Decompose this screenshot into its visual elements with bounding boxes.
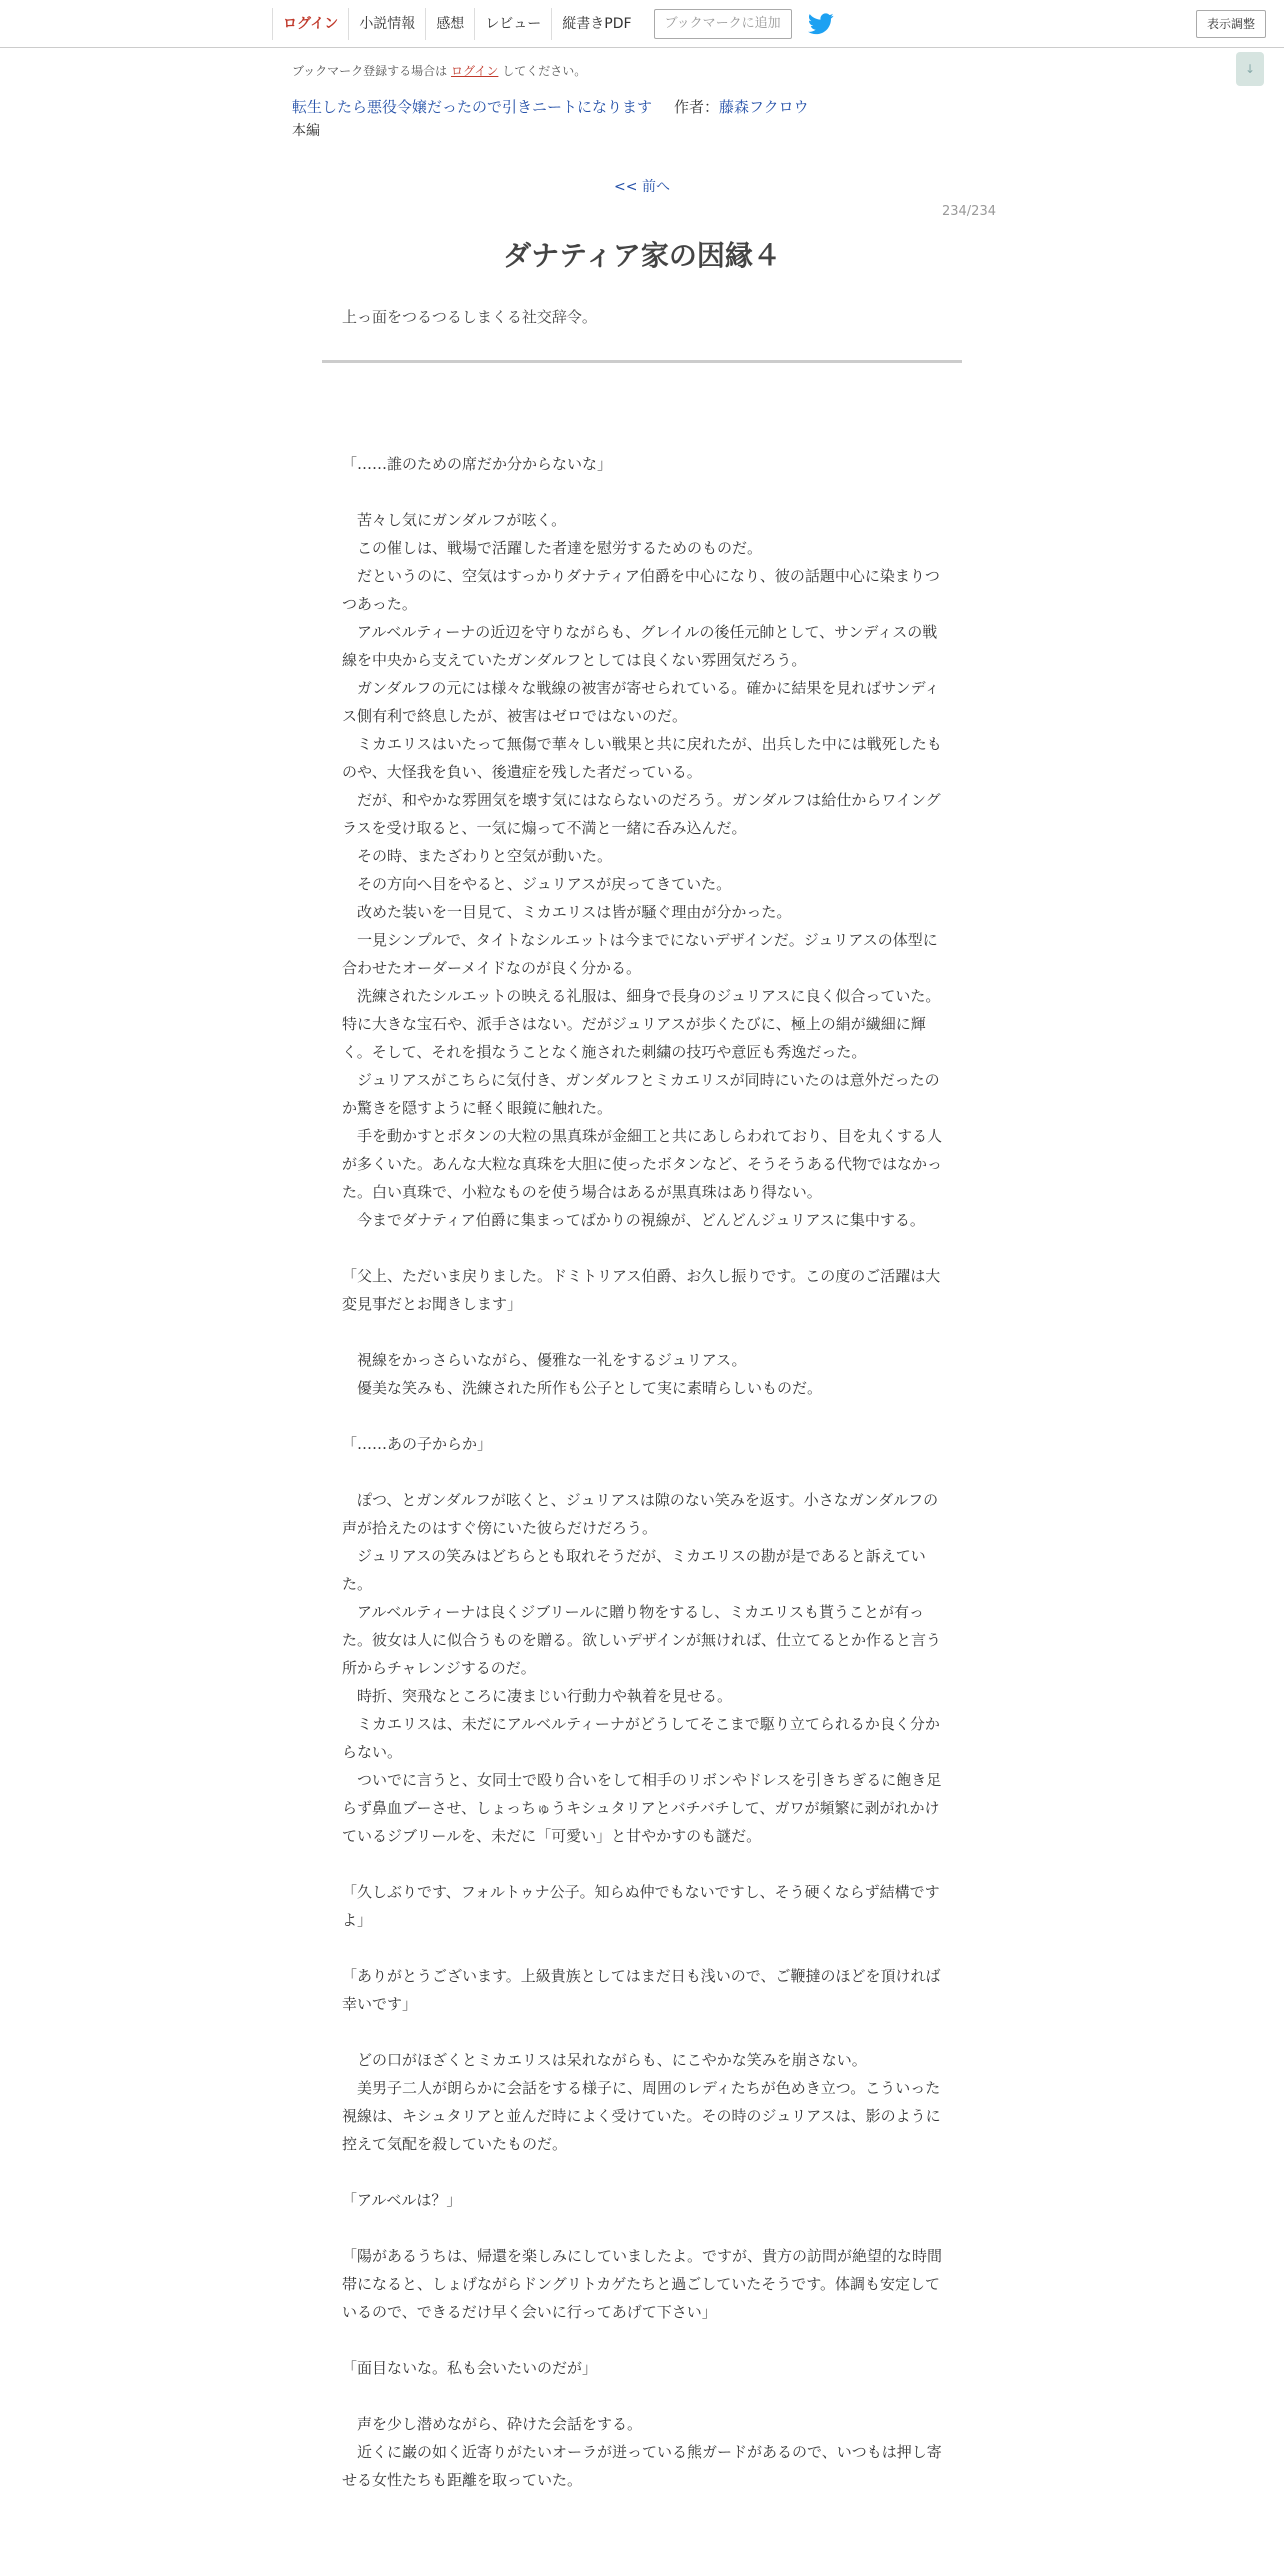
episode-preface: 上っ面をつるつるしまくる社交辞令。	[342, 308, 597, 326]
body-paragraph: その方向へ目をやると、ジュリアスが戻ってきていた。	[342, 875, 732, 893]
body-paragraph	[342, 1850, 942, 1878]
body-paragraph: ミカエリスは、未だにアルベルティーナがどうしてそこまで駆り立てられるか良く分からない。	[342, 1715, 940, 1761]
body-paragraph: ジュリアスの笑みはどちらとも取れそうだが、ミカエリスの勘が是であると訴えていた。	[342, 1547, 926, 1593]
preface-divider	[322, 360, 962, 363]
body-paragraph	[342, 2214, 942, 2242]
notice-after: してください。	[498, 64, 587, 78]
notice-login-link[interactable]: ログイン	[450, 64, 499, 78]
body-paragraph: ジュリアスがこちらに気付き、ガンダルフとミカエリスが同時にいたのは意外だったのか驚きを隠すように軽く眼鏡に触れた。	[342, 1071, 940, 1117]
page-count: 234/234	[941, 204, 996, 219]
nav-impressions[interactable]: 感想	[425, 8, 474, 40]
body-paragraph: 「アルベルは？」	[342, 2191, 462, 2209]
body-paragraph: この催しは、戦場で活躍した者達を慰労するためのものだ。	[342, 539, 763, 557]
body-paragraph: 視線をかっさらいながら、優雅な一礼をするジュリアス。	[342, 1351, 747, 1369]
body-paragraph: 近くに巌の如く近寄りがたいオーラが迸っている熊ガードがあるので、いつもは押し寄せる女性たちも距離を取っていた。	[342, 2443, 942, 2489]
author-link[interactable]: 藤森フクロウ	[719, 98, 809, 116]
body-paragraph: 「陽があるうちは、帰還を楽しみにしていましたよ。ですが、貴方の訪問が絶望的な時間帯になると、しょげながらドングリトカゲたちと過ごしていたそうです。体調も安定しているので、できるだけ早く会いに行ってあげて下さい」	[342, 2247, 943, 2321]
body-paragraph	[342, 1934, 942, 1962]
body-paragraph	[342, 1234, 942, 1262]
novel-header	[292, 96, 809, 117]
nav-review[interactable]: レビュー	[474, 8, 551, 40]
pager-prev	[0, 176, 1284, 196]
display-settings-button[interactable]: 表示調整	[1196, 10, 1266, 38]
body-paragraph: 「……誰のための席だか分からないな」	[342, 455, 613, 473]
body-paragraph: 声を少し潜めながら、砕けた会話をする。	[342, 2415, 643, 2433]
body-paragraph: ミカエリスはいたって無傷で華々しい戦果と共に戻れたが、出兵した中には戦死したものや、大怪我を負い、後遺症を残した者だっている。	[342, 735, 942, 781]
body-paragraph: だというのに、空気はすっかりダナティア伯爵を中心になり、彼の話題中心に染まりつつあった。	[342, 567, 940, 613]
body-paragraph: 「面目ないな。私も会いたいのだが」	[342, 2359, 598, 2377]
body-paragraph: ついでに言うと、女同士で殴り合いをして相手のリボンやドレスを引きちぎるに飽き足らず鼻血ブーさせ、しょっちゅうキシュタリアとバチバチして、ガワが頻繁に剥がれかけているジブリールを、未だに「可愛い」と甘やかすのも謎だ。	[342, 1771, 942, 1845]
body-paragraph: 「ありがとうございます。上級貴族としてはまだ日も浅いので、ご鞭撻のほどを頂ければ幸いです」	[342, 1967, 941, 2013]
notice-before: ブックマーク登録する場合は	[292, 64, 451, 78]
body-paragraph: アルベルティーナの近辺を守りながらも、グレイルの後任元帥として、サンディスの戦線を中央から支えていたガンダルフとしては良くない雰囲気だろう。	[342, 623, 938, 669]
body-paragraph: ぽつ、とガンダルフが呟くと、ジュリアスは隙のない笑みを返す。小さなガンダルフの声が拾えたのはすぐ傍にいた彼らだけだろう。	[342, 1491, 939, 1537]
body-paragraph: アルベルティーナは良くジブリールに贈り物をするし、ミカエリスも貰うことが有った。彼女は人に似合うものを贈る。欲しいデザインが無ければ、仕立てるとか作ると言う所からチャレンジするのだ。	[342, 1603, 941, 1677]
nav-vertical-pdf[interactable]: 縦書きPDF	[551, 8, 641, 40]
novel-title-link[interactable]: 転生したら悪役令嬢だったので引きニートになります	[292, 98, 653, 116]
prev-page-link[interactable]: << 前へ	[614, 179, 670, 195]
body-paragraph	[342, 2382, 942, 2410]
bookmark-login-notice	[292, 62, 586, 79]
nav-novel-info[interactable]: 小説情報	[348, 8, 425, 40]
body-paragraph	[342, 2326, 942, 2354]
chapter-label: 本編	[292, 123, 320, 139]
body-paragraph: その時、またざわりと空気が動いた。	[342, 847, 613, 865]
body-paragraph: 手を動かすとボタンの大粒の黒真珠が金細工と共にあしらわれており、目を丸くする人が多くいた。あんな大粒な真珠を大胆に使ったボタンなど、そうそうある代物ではなかった。白い真珠で、小粒なものを使う場合はあるが黒真珠はあり得ない。	[342, 1127, 943, 1201]
body-paragraph: 一見シンプルで、タイトなシルエットは今までにないデザインだ。ジュリアスの体型に合わせたオーダーメイドなのが良く分かる。	[342, 931, 938, 977]
body-paragraph: 改めた装いを一目見て、ミカエリスは皆が騒ぐ理由が分かった。	[342, 903, 792, 921]
body-paragraph: 洗練されたシルエットの映える礼服は、細身で長身のジュリアスに良く似合っていた。特に大きな宝石や、派手さはない。だがジュリアスが歩くたびに、極上の絹が繊細に輝く。そして、それを損なうことなく施された刺繍の技巧や意匠も秀逸だった。	[342, 987, 941, 1061]
body-paragraph: 「……あの子からか」	[342, 1435, 493, 1453]
author-label: 作者：	[674, 98, 720, 116]
nav-login[interactable]: ログイン	[272, 8, 348, 40]
body-paragraph	[342, 1458, 942, 1486]
body-paragraph	[342, 1318, 942, 1346]
body-paragraph: 時折、突飛なところに凄まじい行動力や執着を見せる。	[342, 1687, 733, 1705]
body-paragraph	[342, 478, 942, 506]
body-paragraph: 美男子二人が朗らかに会話をする様子に、周囲のレディたちが色めき立つ。こういった視線は、キシュタリアと並んだ時によく受けていた。その時のジュリアスは、影のように控えて気配を殺していたものだ。	[342, 2079, 941, 2153]
body-paragraph	[342, 1402, 942, 1430]
body-paragraph: どの口がほざくとミカエリスは呆れながらも、にこやかな笑みを崩さない。	[342, 2051, 867, 2069]
top-bar	[0, 0, 1284, 48]
body-paragraph: 今までダナティア伯爵に集まってばかりの視線が、どんどんジュリアスに集中する。	[342, 1211, 925, 1229]
body-paragraph: 「父上、ただいま戻りました。ドミトリアス伯爵、お久し振りです。この度のご活躍は大変見事だとお聞きします」	[342, 1267, 941, 1313]
main-nav	[272, 8, 836, 40]
body-paragraph: ガンダルフの元には様々な戦線の被害が寄せられている。確かに結果を見ればサンディス側有利で終息したが、被害はゼロではないのだ。	[342, 679, 940, 725]
episode-body	[342, 450, 942, 2494]
add-bookmark-button[interactable]: ブックマークに追加	[654, 9, 792, 39]
scroll-down-button[interactable]: ↓	[1236, 52, 1264, 86]
body-paragraph: だが、和やかな雰囲気を壊す気にはならないのだろう。ガンダルフは給仕からワイングラスを受け取ると、一気に煽って不満と一緒に呑み込んだ。	[342, 791, 941, 837]
body-paragraph	[342, 2158, 942, 2186]
body-paragraph: 苦々し気にガンダルフが呟く。	[342, 511, 567, 529]
body-paragraph: 「久しぶりです、フォルトゥナ公子。知らぬ仲でもないですし、そう硬くならず結構ですよ」	[342, 1883, 940, 1929]
twitter-bird-icon[interactable]	[808, 12, 836, 36]
body-paragraph	[342, 2018, 942, 2046]
body-paragraph: 優美な笑みも、洗練された所作も公子として実に素晴らしいものだ。	[342, 1379, 823, 1397]
episode-title: ダナティア家の因縁４	[503, 239, 781, 272]
